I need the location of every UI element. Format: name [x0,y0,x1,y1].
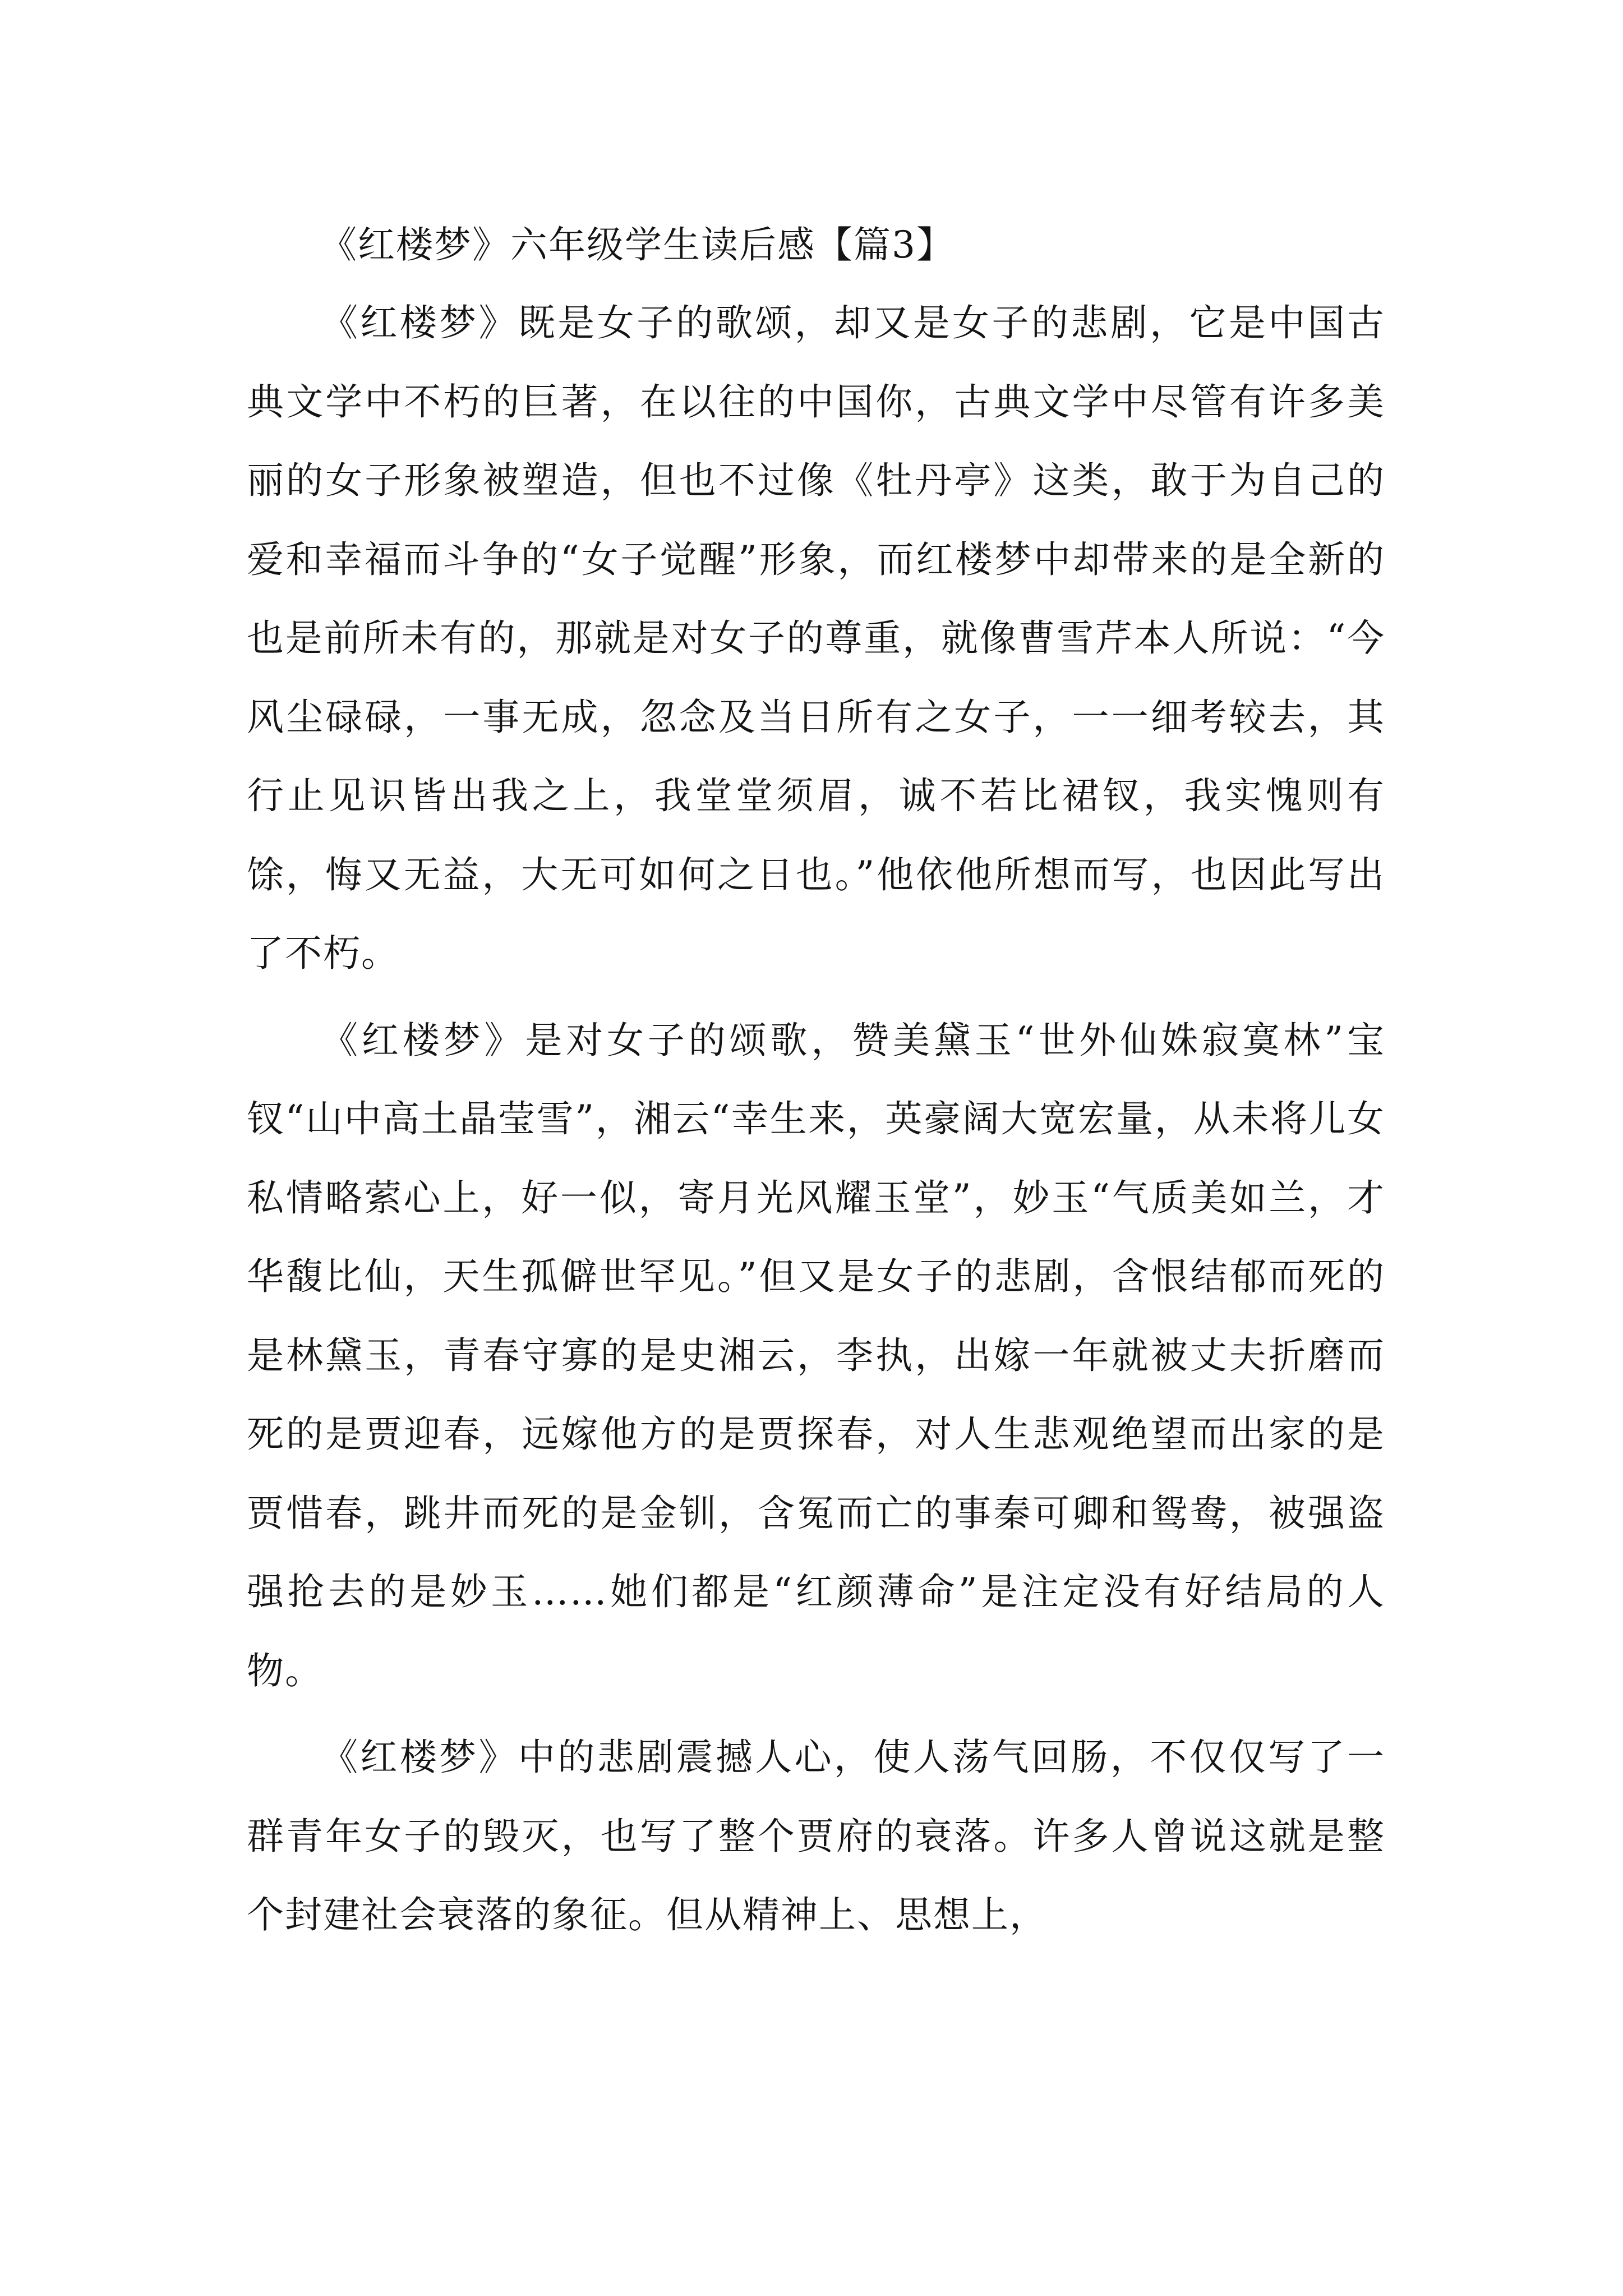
document-body [247,206,1385,1955]
paragraph-2: 《红楼梦》是对女子的颂歌，赞美黛玉“世外仙姝寂寞林”宝钗“山中高土晶莹雪”，湘云“幸生来，英豪阔大宽宏量，从未将儿女私情略萦心上，好一似，寄月光风耀玉堂”，妙玉“气质美如兰，才华馥比仙，天生孤僻世罕见。”但又是女子的悲剧，含恨结郁而死的是林黛玉，青春守寡的是史湘云，李执，出嫁一年就被丈夫折磨而死的是贾迎春，远嫁他方的是贾探春，对人生悲观绝望而出家的是贾惜春，跳井而死的是金钏，含冤而亡的事秦可卿和鸳鸯，被强盗强抢去的是妙玉……她们都是“红颜薄命”是注定没有好结局的人物。 [247,1018,1385,1692]
paragraph-3: 《红楼梦》中的悲剧震撼人心，使人荡气回肠，不仅仅写了一群青年女子的毁灭，也写了整个贾府的衰落。许多人曾说这就是整个封建社会衰落的象征。但从精神上、思想上， [247,1736,1385,1936]
paragraph-1: 《红楼梦》既是女子的歌颂，却又是女子的悲剧，它是中国古典文学中不朽的巨著，在以往的中国你，古典文学中尽管有许多美丽的女子形象被塑造，但也不过像《牡丹亭》这类，敢于为自己的爱和幸福而斗争的“女子觉醒”形象，而红楼梦中却带来的是全新的也是前所未有的，那就是对女子的尊重，就像曹雪芹本人所说：“今风尘碌碌，一事无成，忽念及当日所有之女子，一一细考较去，其行止见识皆出我之上，我堂堂须眉，诚不若比裙钗，我实愧则有馀，悔又无益，大无可如何之日也。”他依他所想而写，也因此写出了不朽。 [247,301,1385,975]
document-title: 《红楼梦》六年级学生读后感【篇3】 [320,223,955,266]
